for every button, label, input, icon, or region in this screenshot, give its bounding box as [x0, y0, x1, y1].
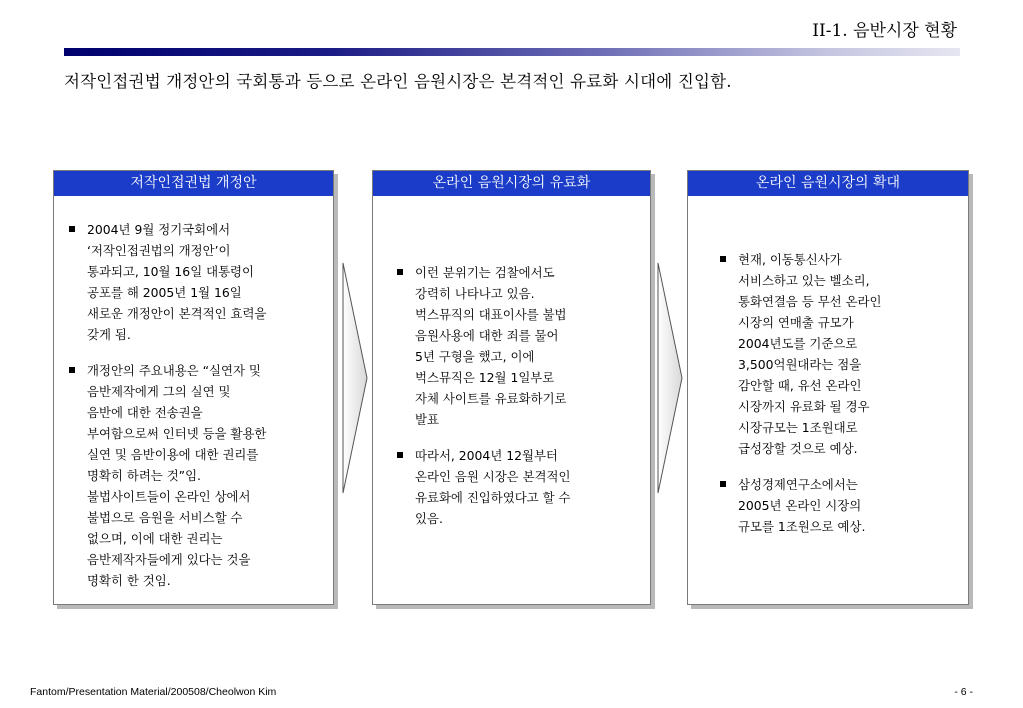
panel-body: [718, 249, 960, 552]
page-number: - 6 -: [954, 686, 973, 698]
square-bullet-icon: [720, 256, 726, 262]
panel-header: 온라인 음원시장의 확대: [688, 171, 968, 196]
bullet-list: [718, 249, 960, 537]
list-item: 개정안의 주요내용은 “실연자 및 음반제작에게 그의 실연 및 음반에 대한 전송권을 부여함으로써 인터넷 등을 활용한 실연 및 음반이용에 대한 권리를 명확히 하려는 것”임. 불법사이트들이 온라인 상에서 불법으로 음원을 서비스할 수 없으며, 이에 대한 권리는 음반제작자들에게 있다는 것을 명확히 한 것임.: [67, 360, 325, 591]
panel-online-music-paid: [372, 170, 651, 605]
list-item: 현재, 이동통신사가 서비스하고 있는 벨소리, 통화연결음 등 무선 온라인 시장의 연매출 규모가 2004년도를 기준으로 3,500억원대라는 점을 감안할 때, 유선 온라인 시장까지 유료화 될 경우 시장규모는 1조원대로 급성장할 것으로 예상.: [718, 249, 960, 459]
panel-header: 저작인접권법 개정안: [54, 171, 333, 196]
footer-source: Fantom/Presentation Material/200508/Cheolwon Kim: [30, 686, 277, 698]
panel-body: [67, 219, 325, 606]
square-bullet-icon: [397, 269, 403, 275]
square-bullet-icon: [69, 226, 75, 232]
bullet-list: [67, 219, 325, 591]
panel-body: [395, 262, 642, 544]
title-underline-bar: [64, 48, 960, 56]
bullet-list: [395, 262, 642, 529]
list-item: 따라서, 2004년 12월부터 온라인 음원 시장은 본격적인 유료화에 진입하였다고 할 수 있음.: [395, 445, 642, 529]
list-item: 삼성경제연구소에서는 2005년 온라인 시장의 규모를 1조원으로 예상.: [718, 474, 960, 537]
chevron-right-arrow-icon: [342, 262, 368, 494]
list-item: 이런 분위기는 검찰에서도 강력히 나타나고 있음. 벅스뮤직의 대표이사를 불법 음원사용에 대한 죄를 물어 5년 구형을 했고, 이에 벅스뮤직은 12월 1일부로 자체 사이트를 유료화하기로 발표: [395, 262, 642, 430]
panel-header: 온라인 음원시장의 유료화: [373, 171, 650, 196]
panel-online-music-expansion: [687, 170, 969, 605]
page-title: II-1. 음반시장 현황: [812, 21, 957, 41]
page-subtitle: 저작인접권법 개정안의 국회통과 등으로 온라인 음원시장은 본격적인 유료화 시대에 진입함.: [64, 72, 732, 91]
chevron-right-arrow-icon: [657, 262, 683, 494]
square-bullet-icon: [397, 452, 403, 458]
panel-copyright-amendment: [53, 170, 334, 605]
list-item: 2004년 9월 정기국회에서 ‘저작인접권법의 개정안’이 통과되고, 10월 16일 대통령이 공포를 해 2005년 1월 16일 새로운 개정안이 본격적인 효력을 갖게 됨.: [67, 219, 325, 345]
square-bullet-icon: [69, 367, 75, 373]
square-bullet-icon: [720, 481, 726, 487]
